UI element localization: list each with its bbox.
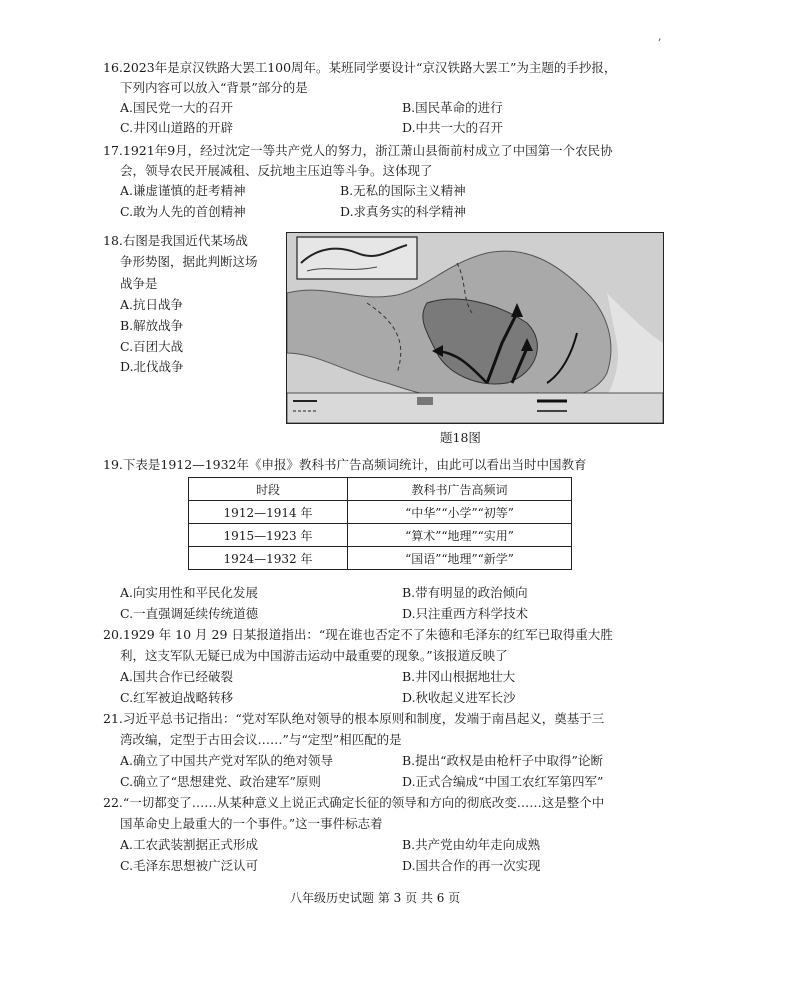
q19-stem: 19.下表是1912—1932年《申报》教科书广告高频词统计，由此可以看出当时中国教育	[103, 457, 587, 472]
table-cell-period: 1924—1932 年	[189, 547, 348, 570]
table-row	[189, 524, 572, 547]
q20-option-c[interactable]: C.红军被迫战略转移	[120, 690, 234, 705]
q17-option-c[interactable]: C.敢为人先的首创精神	[120, 204, 246, 219]
q17-option-a[interactable]: A.谦虚谨慎的赶考精神	[120, 183, 246, 198]
q19-option-c[interactable]: C.一直强调延续传统道德	[120, 606, 259, 621]
q16-option-c[interactable]: C.井冈山道路的开辟	[120, 120, 234, 135]
corner-mark: ,	[658, 30, 662, 43]
table-header-period: 时段	[189, 478, 348, 501]
q22-stem-line2: 国革命史上最重大的一个事件。”这一事件标志着	[120, 816, 383, 831]
table-row	[189, 501, 572, 524]
q20-option-b[interactable]: B.井冈山根据地壮大	[402, 669, 516, 684]
q18-option-a[interactable]: A.抗日战争	[120, 297, 184, 312]
q18-option-c[interactable]: C.百团大战	[120, 339, 184, 354]
q18-option-b[interactable]: B.解放战争	[120, 318, 184, 333]
map-graphic	[287, 233, 663, 423]
q18-figure-caption: 题18图	[440, 430, 481, 445]
q21-option-c[interactable]: C.确立了“思想建党、政治建军”原则	[120, 774, 321, 789]
table-cell-keywords: “中华”“小学”“初等”	[348, 501, 572, 524]
q19-option-b[interactable]: B.带有明显的政治倾向	[402, 585, 528, 600]
table-header-keywords: 教科书广告高频词	[348, 478, 572, 501]
war-situation-map	[286, 232, 664, 424]
q22-option-c[interactable]: C.毛泽东思想被广泛认可	[120, 858, 259, 873]
table-cell-period: 1915—1923 年	[189, 524, 348, 547]
table-cell-keywords: “算术”“地理”“实用”	[348, 524, 572, 547]
q20-option-d[interactable]: D.秋收起义进军长沙	[402, 690, 516, 705]
q16-stem-line1: 16.2023年是京汉铁路大罢工100周年。某班同学要设计“京汉铁路大罢工”为主题的手抄报，	[103, 60, 617, 75]
q21-stem-line1: 21.习近平总书记指出：“党对军队绝对领导的根本原则和制度，发端于南昌起义，奠基于三	[103, 711, 605, 726]
q17-stem-line2: 会，领导农民开展减租、反抗地主压迫等斗争。这体现了	[120, 163, 433, 178]
table-cell-keywords: “国语”“地理”“新学”	[348, 547, 572, 570]
q18-stem-line3: 战争是	[120, 276, 158, 291]
q22-option-d[interactable]: D.国共合作的再一次实现	[402, 858, 541, 873]
table-header-row	[189, 478, 572, 501]
q19-option-d[interactable]: D.只注重西方科学技术	[402, 606, 529, 621]
q16-option-b[interactable]: B.国民革命的进行	[402, 100, 503, 115]
q19-option-a[interactable]: A.向实用性和平民化发展	[120, 585, 259, 600]
q17-option-d[interactable]: D.求真务实的科学精神	[340, 204, 467, 219]
table-cell-period: 1912—1914 年	[189, 501, 348, 524]
q20-stem-line1: 20.1929 年 10 月 29 日某报道指出：“现在谁也否定不了朱德和毛泽东的红军已取得重大胜	[103, 627, 613, 642]
q22-option-b[interactable]: B.共产党由幼年走向成熟	[402, 837, 541, 852]
q20-stem-line2: 利，这支军队无疑已成为中国游击运动中最重要的现象。”该报道反映了	[120, 648, 508, 663]
q21-stem-line2: 湾改编，定型于古田会议……”与“定型”相匹配的是	[120, 732, 402, 747]
q16-option-a[interactable]: A.国民党一大的召开	[120, 100, 234, 115]
q18-stem-line2: 争形势图，据此判断这场	[120, 254, 258, 269]
q21-option-b[interactable]: B.提出“政权是由枪杆子中取得”论断	[402, 753, 603, 768]
q21-option-a[interactable]: A.确立了中国共产党对军队的绝对领导	[120, 753, 334, 768]
q18-option-d[interactable]: D.北伐战争	[120, 359, 184, 374]
q18-stem-line1: 18.右图是我国近代某场战	[103, 233, 248, 248]
q17-stem-line1: 17.1921年9月，经过沈定一等共产党人的努力，浙江萧山县衙前村成立了中国第一个农民协	[103, 143, 613, 158]
q16-option-d[interactable]: D.中共一大的召开	[402, 120, 504, 135]
table-row	[189, 547, 572, 570]
q16-stem-line2: 下列内容可以放入“背景”部分的是	[120, 80, 308, 95]
q22-option-a[interactable]: A.工农武装割据正式形成	[120, 837, 259, 852]
q20-option-a[interactable]: A.国共合作已经破裂	[120, 669, 234, 684]
page-footer: 八年级历史试题 第 3 页 共 6 页	[290, 891, 461, 905]
q21-option-d[interactable]: D.正式合编成“中国工农红军第四军”	[402, 774, 604, 789]
q19-table	[188, 477, 572, 570]
q17-option-b[interactable]: B.无私的国际主义精神	[340, 183, 466, 198]
q22-stem-line1: 22.“一切都变了……从某种意义上说正式确定长征的领导和方向的彻底改变……这是整个中	[103, 795, 605, 810]
